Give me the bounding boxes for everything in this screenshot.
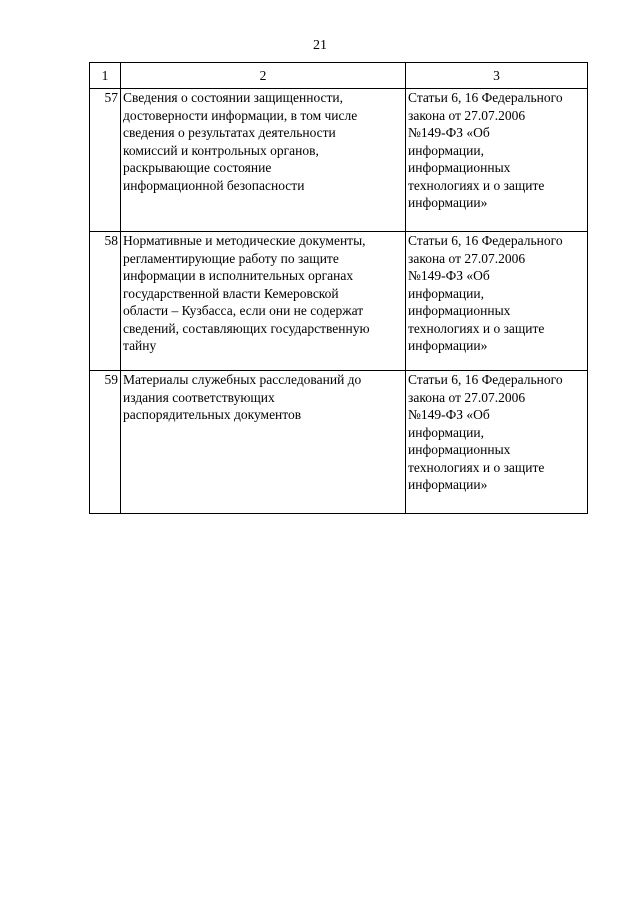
table-row [90,89,588,232]
text-line: достоверности информации, в том числе [123,107,358,123]
text-line: Статьи 6, 16 Федерального [408,372,563,387]
text-line: информации, [408,285,484,301]
text-line: Материалы служебных расследований до [123,372,362,387]
header-cell-col2: 2 [121,63,406,89]
table-row [90,232,588,371]
text-line: области – Кузбасса, если они не содержат [123,303,364,318]
row-number: 58 [90,232,121,371]
header-cell-col1: 1 [90,63,121,89]
text-line: сведений, составляющих государственную [123,320,370,336]
text-line: тайну [123,338,157,353]
header-cell-col3: 3 [406,63,588,89]
text-line: закона от 27.07.2006 [408,250,526,266]
page-number: 21 [313,38,327,53]
text-line: издания соответствующих [123,389,275,405]
row-description [121,371,406,514]
row-description [121,232,406,371]
text-line: информационной безопасности [123,177,305,193]
text-line: Сведения о состоянии защищенности, [123,90,344,105]
text-line: информационных [408,303,511,318]
row-legal-basis [406,371,588,514]
text-line: технологиях и о защите [408,320,545,336]
text-line: №149-ФЗ «Об [408,407,490,422]
text-line: комиссий и контрольных органов, [123,142,319,158]
text-line: информации, [408,142,484,158]
text-line: информации» [408,195,488,210]
text-line: регламентирующие работу по защите [123,250,339,266]
text-line: информации в исполнительных органах [123,268,354,283]
text-line: закона от 27.07.2006 [408,389,526,405]
text-line: Статьи 6, 16 Федерального [408,90,563,105]
row-legal-basis [406,89,588,232]
text-line: сведения о результатах деятельности [123,125,336,140]
text-line: информационных [408,442,511,457]
row-number: 57 [90,89,121,232]
text-line: раскрывающие состояние [123,160,272,175]
table-header-row [90,63,588,89]
row-description [121,89,406,232]
text-line: Статьи 6, 16 Федерального [408,233,563,248]
row-legal-basis [406,232,588,371]
row-number: 59 [90,371,121,514]
text-line: №149-ФЗ «Об [408,268,490,283]
text-line: информации, [408,424,484,440]
text-line: информации» [408,477,488,492]
text-line: технологиях и о защите [408,177,545,193]
text-line: Нормативные и методические документы, [123,233,366,248]
document-table [89,62,588,514]
text-line: государственной власти Кемеровской [123,285,339,301]
text-line: информационных [408,160,511,175]
text-line: распорядительных документов [123,407,302,422]
text-line: №149-ФЗ «Об [408,125,490,140]
text-line: информации» [408,338,488,353]
text-line: закона от 27.07.2006 [408,107,526,123]
text-line: технологиях и о защите [408,459,545,475]
table-row [90,371,588,514]
